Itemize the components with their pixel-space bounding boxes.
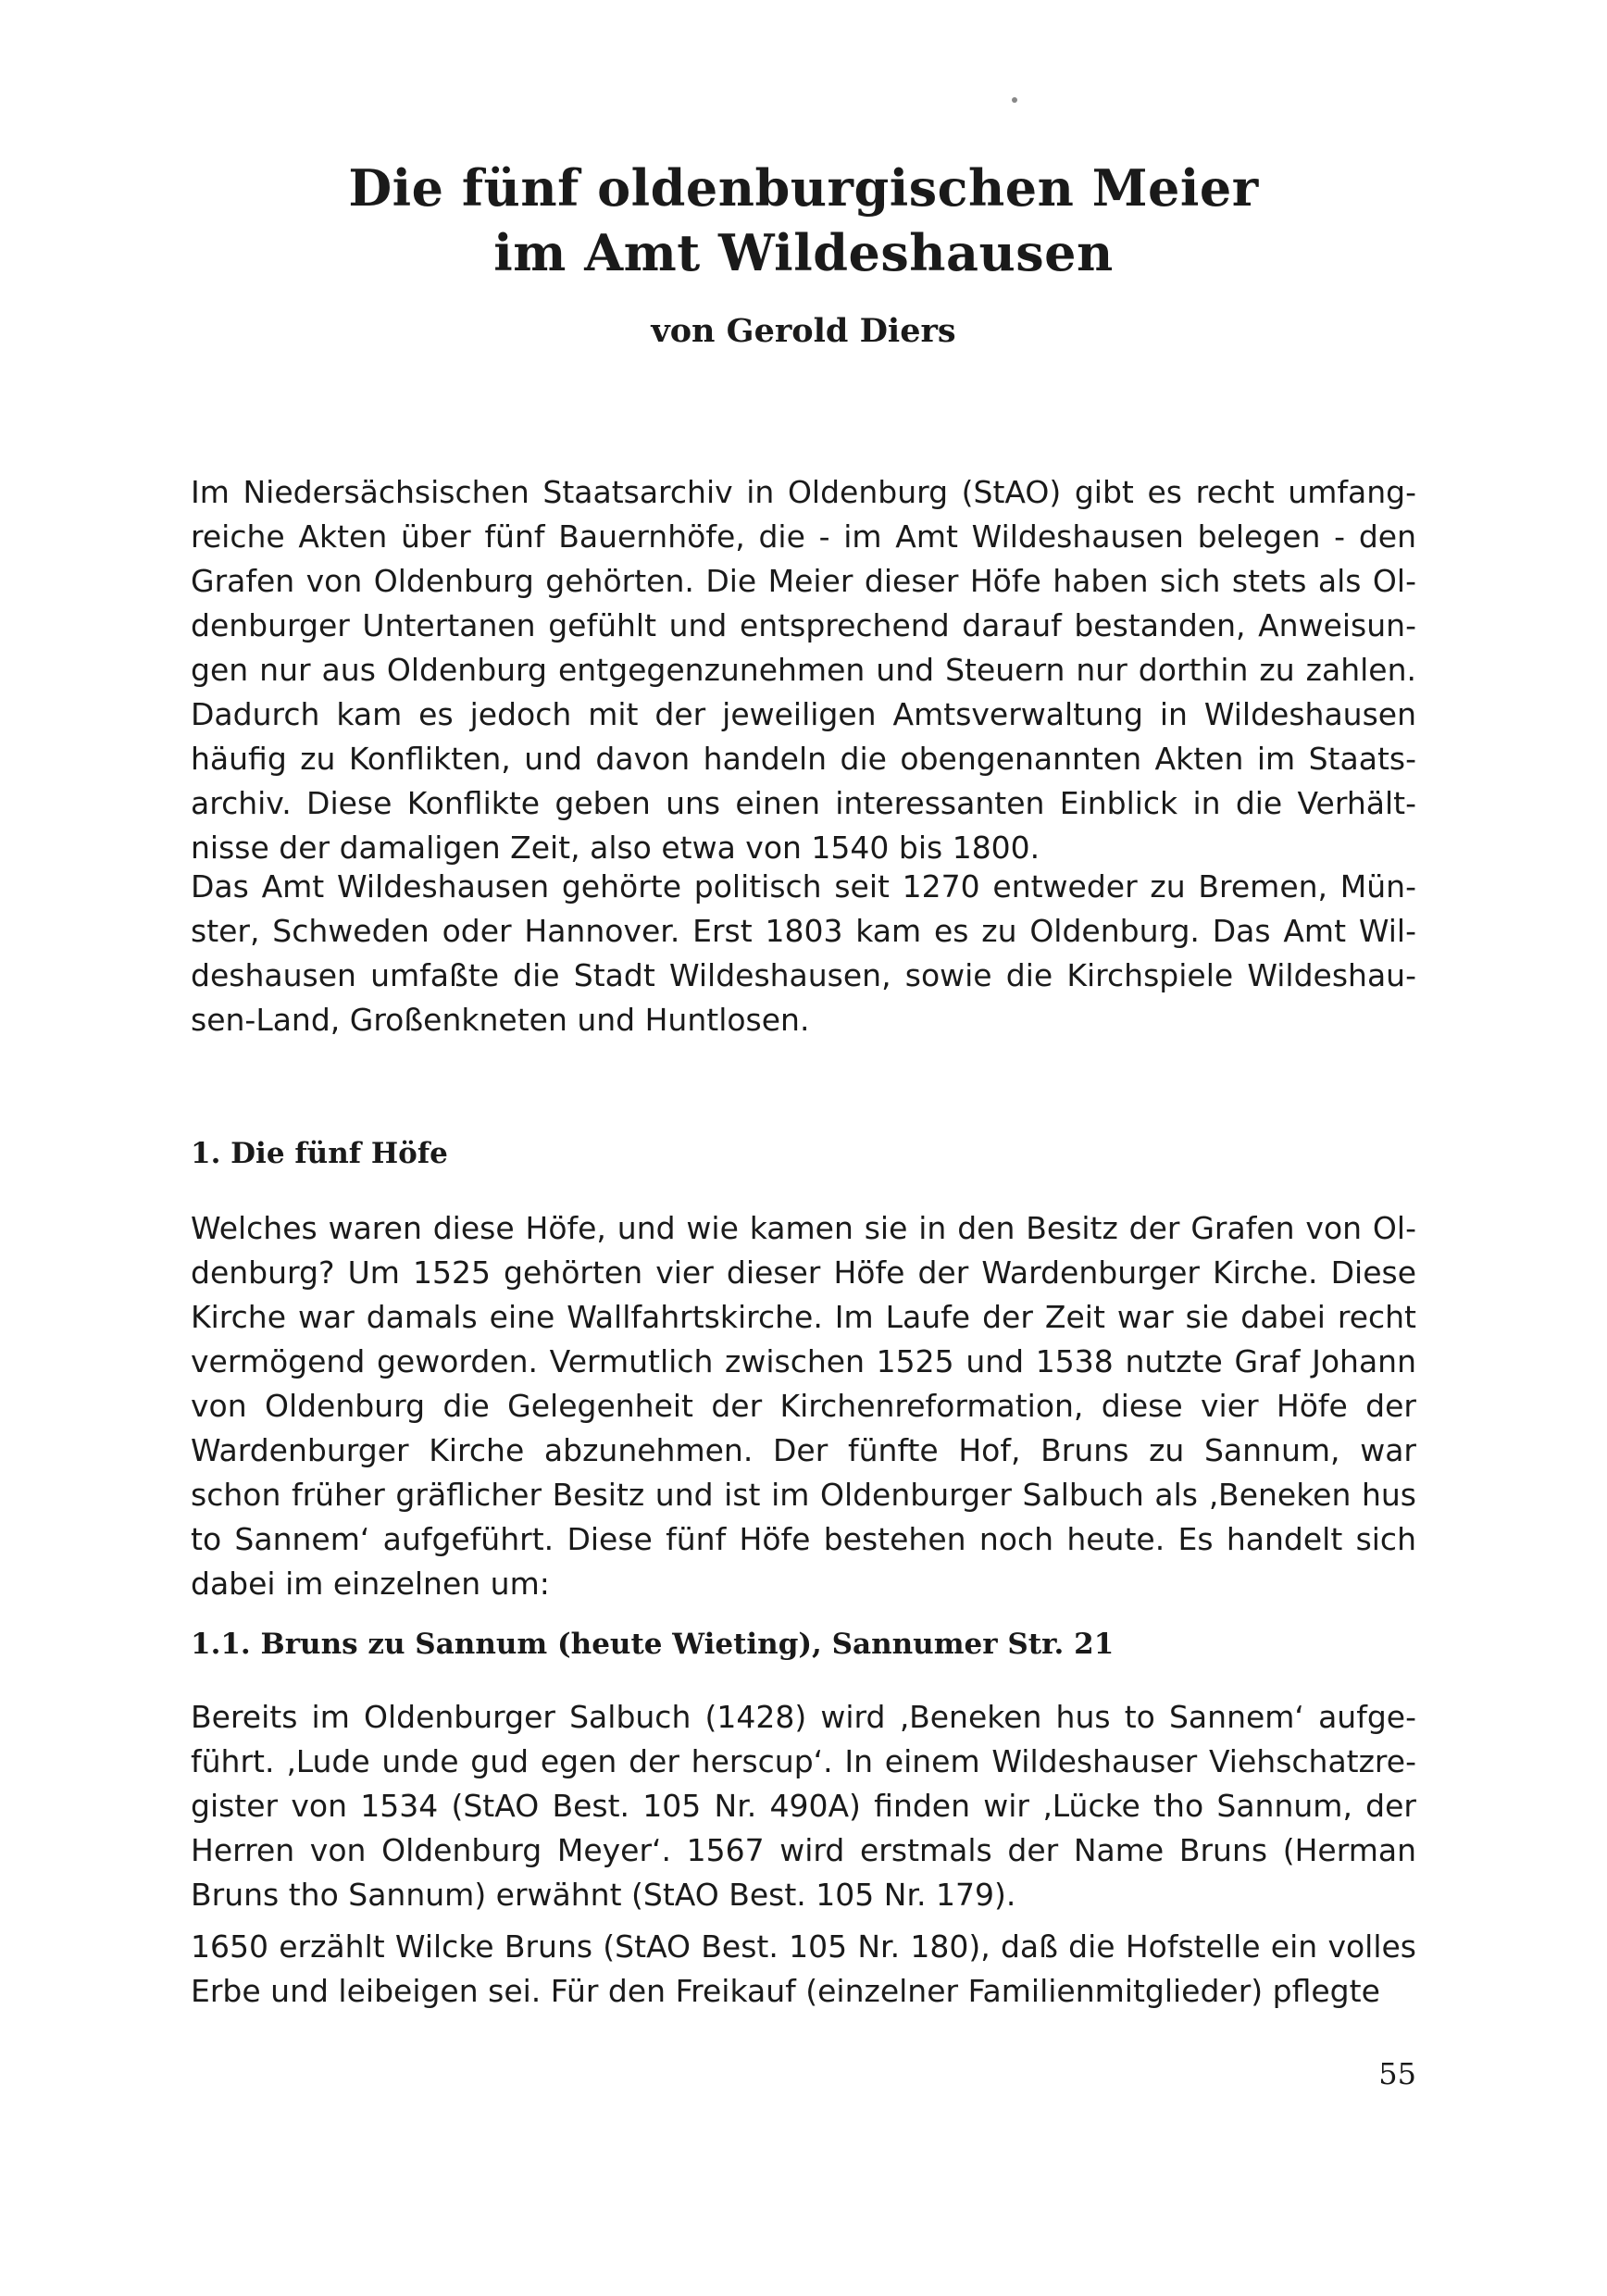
article-title: [0, 156, 1607, 285]
paragraph-bruns-2: 1650 erzählt Wilcke Bruns (StAO Best. 105 Nr. 180), daß die Hofstelle ein volles Erbe und leibeigen sei. Für den Freikauf (einzelner Familienmitglieder) pflegte: [191, 1928, 1416, 2009]
title-line-2: im Amt Wildeshausen: [493, 223, 1114, 282]
paragraph-hoefe: Welches waren diese Höfe, und wie kamen sie in den Besitz der Grafen von Oldenburg? Um 1525 gehörten vier dieser Höfe der Wardenburger Kirche. Diese Kirche war damals eine Wallfahrtskirche. Im Laufe der Zeit war sie dabei recht vermögend geworden. Vermutlich zwischen 1525 und 1538 nutzte Graf Johann von Oldenburg die Gelegenheit der Kirchenreformation, diese vier Höfe der Wardenburger Kirche abzunehmen. Der fünfte Hof, Bruns zu Sannum, war schon früher gräflicher Besitz und ist im Oldenburger Salbuch als ‚Beneken hus to Sannem‘ aufgeführt. Diese fünf Höfe bestehen noch heute. Es handelt sich dabei im einzelnen um:: [191, 1210, 1416, 1602]
paragraph-bruns-1: Bereits im Oldenburger Salbuch (1428) wird ‚Beneken hus to Sannem‘ aufgeführt. ‚Lude unde gud egen der herscup‘. In einem Wildeshauser Viehschatzregister von 1534 (StAO Best. 105 Nr. 490A) finden wir ‚Lücke tho Sannum, der Herren von Oldenburg Meyer‘. 1567 wird erstmals der Name Bruns (Herman Bruns tho Sannum) erwähnt (StAO Best. 105 Nr. 179).: [191, 1699, 1416, 1913]
paragraph-intro-2: Das Amt Wildeshausen gehörte politisch seit 1270 entweder zu Bremen, Münster, Schweden oder Hannover. Erst 1803 kam es zu Oldenburg. Das Amt Wildeshausen umfaßte die Stadt Wildeshausen, sowie die Kirchspiele Wildeshausen-Land, Großenkneten und Huntlosen.: [191, 868, 1416, 1038]
page-number: 55: [1378, 2056, 1416, 2091]
title-line-1: Die fünf oldenburgischen Meier: [348, 158, 1259, 218]
author-byline: von Gerold Diers: [651, 312, 956, 350]
section-heading-1: 1. Die fünf Höfe: [191, 1137, 448, 1170]
paragraph-intro-1: Im Niedersächsischen Staatsarchiv in Oldenburg (StAO) gibt es recht umfangreiche Akten über fünf Bauernhöfe, die - im Amt Wildeshausen belegen - den Grafen von Oldenburg gehörten. Die Meier dieser Höfe haben sich stets als Oldenburger Untertanen gefühlt und entsprechend darauf bestanden, Anweisungen nur aus Oldenburg entgegenzunehmen und Steuern nur dorthin zu zahlen. Dadurch kam es jedoch mit der jeweiligen Amtsverwaltung in Wildeshausen häufig zu Konflikten, und davon handeln die obengenannten Akten im Staatsarchiv. Diese Konflikte geben uns einen interessanten Einblick in die Verhältnisse der damaligen Zeit, also etwa von 1540 bis 1800.: [191, 474, 1416, 866]
speck-mark: [1012, 97, 1017, 103]
section-heading-1-1: 1.1. Bruns zu Sannum (heute Wieting), Sannumer Str. 21: [191, 1628, 1115, 1661]
